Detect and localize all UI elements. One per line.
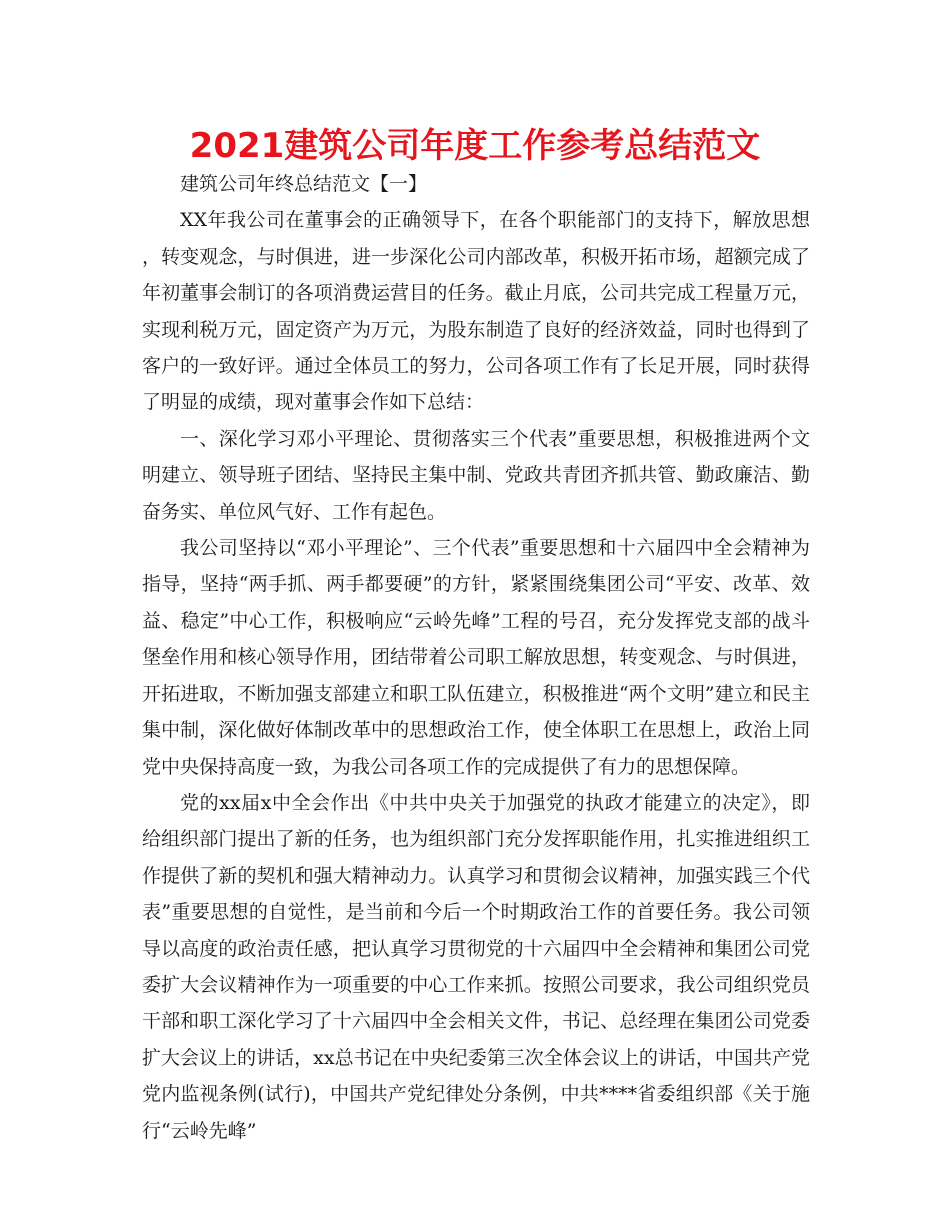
section-heading: 建筑公司年终总结范文【一】 (180, 173, 428, 195)
document-body (142, 166, 810, 1149)
document-title: 2021建筑公司年度工作参考总结范文 (189, 126, 761, 166)
paragraph: 一、深化学习邓小平理论、贯彻落实三个代表”重要思想，积极推进两个文明建立、领导班子团结、坚持民主集中制、党政共青团齐抓共管、勤政廉洁、勤奋务实、单位风气好、工作有起色。 (142, 427, 810, 523)
paragraph: 党的xx届x中全会作出《中共中央关于加强党的执政才能建立的决定》，即给组织部门提出了新的任务，也为组织部门充分发挥职能作用，扎实推进组织工作提供了新的契机和强大精神动力。认真学习和贯彻会议精神，加强实践三个代表”重要思想的自觉性，是当前和今后一个时期政治工作的首要任务。我公司领导以高度的政治责任感，把认真学习贯彻党的十六届四中全会精神和集团公司党委扩大会议精神作为一项重要的中心工作来抓。按照公司要求，我公司组织党员干部和职工深化学习了十六届四中全会相关文件，书记、总经理在集团公司党委扩大会议上的讲话，xx总书记在中央纪委第三次全体会议上的讲话，中国共产党党内监视条例(试行)，中国共产党纪律处分条例，中共****省委组织部《关于施行“云岭先峰” (142, 791, 810, 1142)
paragraph: 我公司坚持以“邓小平理论”、三个代表”重要思想和十六届四中全会精神为指导，坚持“两手抓、两手都要硬”的方针，紧紧围绕集团公司“平安、改革、效益、稳定”中心工作，积极响应“云岭先峰”工程的号召，充分发挥党支部的战斗堡垒作用和核心领导作用，团结带着公司职工解放思想，转变观念、与时俱进，开拓进取，不断加强支部建立和职工队伍建立，积极推进“两个文明”建立和民主集中制，深化做好体制改革中的思想政治工作，使全体职工在思想上，政治上同党中央保持高度一致，为我公司各项工作的完成提供了有力的思想保障。 (142, 537, 810, 778)
paragraph: XX年我公司在董事会的正确领导下，在各个职能部门的支持下，解放思想，转变观念，与时俱进，进一步深化公司内部改革，积极开拓市场，超额完成了年初董事会制订的各项消费运营目的任务。截止月底，公司共完成工程量万元，实现利税万元，固定资产为万元，为股东制造了良好的经济效益，同时也得到了客户的一致好评。通过全体员工的努力，公司各项工作有了长足开展，同时获得了明显的成绩，现对董事会作如下总结： (142, 209, 810, 414)
